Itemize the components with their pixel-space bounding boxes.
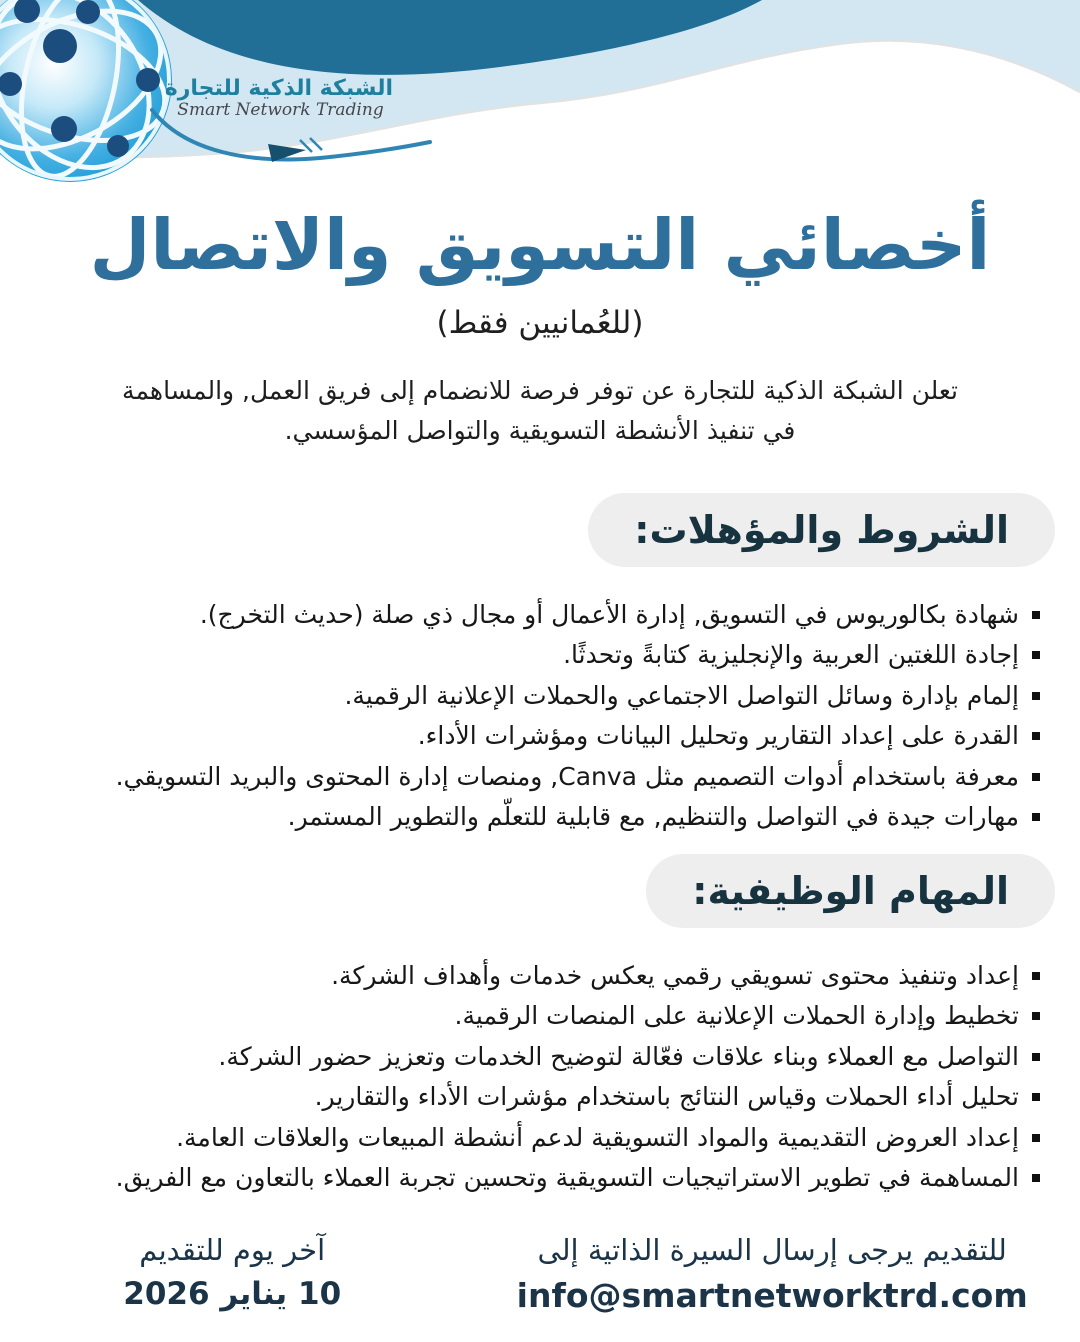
header-wave-art: [0, 0, 1080, 185]
application-email: info@smartnetworktrd.com: [516, 1275, 1028, 1315]
bullet-icon: [1032, 1174, 1040, 1182]
bullet-icon: [1032, 732, 1040, 740]
list-item: [30, 716, 1040, 757]
apply-instruction: للتقديم يرجى إرسال السيرة الذاتية إلى: [537, 1232, 1007, 1267]
list-item: [30, 1037, 1040, 1078]
bullet-icon: [1032, 1134, 1040, 1142]
deadline-date: 10 يناير 2026: [123, 1275, 342, 1312]
bullet-icon: [1032, 773, 1040, 781]
list-item-text: تحليل أداء الحملات وقياس النتائج باستخدام مؤشرات الأداء والتقارير.: [314, 1082, 1019, 1111]
tasks-heading-pill: [646, 854, 1055, 928]
job-intro: تعلن الشبكة الذكية للتجارة عن توفر فرصة للانضمام إلى فريق العمل, والمساهمة في تنفيذ الأنشطة التسويقية والتواصل المؤسسي.: [122, 375, 958, 445]
logo-arabic-name: الشبكة الذكية للتجارة: [164, 76, 393, 101]
tasks-list: [30, 956, 1040, 1199]
list-item-text: القدرة على إعداد التقارير وتحليل البيانات ومؤشرات الأداء.: [417, 721, 1019, 750]
list-item-text: معرفة باستخدام أدوات التصميم مثل Canva, ومنصات إدارة المحتوى والبريد التسويقي.: [115, 761, 1019, 791]
deadline-column: [0, 1229, 464, 1321]
bullet-icon: [1032, 813, 1040, 821]
list-item: [30, 1118, 1040, 1159]
list-item-text: تخطيط وإدارة الحملات الإعلانية على المنصات الرقمية.: [454, 1001, 1019, 1030]
bullet-icon: [1032, 1093, 1040, 1101]
job-subtitle: (للعُمانيين فقط): [436, 304, 644, 341]
list-item-text: شهادة بكالوريوس في التسويق, إدارة الأعمال أو مجال ذي صلة (حديث التخرج).: [199, 599, 1019, 629]
section-requirements: [0, 493, 1080, 838]
requirements-heading-pill: [588, 493, 1055, 567]
apply-footer: [0, 1229, 1080, 1321]
list-item-text: إعداد وتنفيذ محتوى تسويقي رقمي يعكس خدمات وأهداف الشركة.: [331, 960, 1019, 990]
list-item-text: التواصل مع العملاء وبناء علاقات فعّالة لتوضيح الخدمات وتعزيز حضور الشركة.: [218, 1041, 1019, 1071]
requirements-heading: الشروط والمؤهلات:: [634, 507, 1009, 552]
bullet-icon: [1032, 1053, 1040, 1061]
bullet-icon: [1032, 972, 1040, 980]
section-tasks: [0, 854, 1080, 1199]
bullet-icon: [1032, 611, 1040, 619]
job-title: أخصائي التسويق والاتصال: [89, 204, 991, 286]
logo-english-name: Smart Network Trading: [177, 100, 384, 121]
requirements-list: [30, 595, 1040, 838]
list-item: [30, 996, 1040, 1037]
list-item-text: إجادة اللغتين العربية والإنجليزية كتابةً وتحدثًا.: [563, 640, 1019, 669]
bullet-icon: [1032, 651, 1040, 659]
list-item: [30, 797, 1040, 838]
list-item: [30, 676, 1040, 717]
bullet-icon: [1032, 1012, 1040, 1020]
list-item-text: المساهمة في تطوير الاستراتيجيات التسويقية وتحسين تجربة العملاء بالتعاون مع الفريق.: [115, 1163, 1019, 1192]
list-item: [30, 1158, 1040, 1199]
list-item: [30, 1077, 1040, 1118]
logo-text-block: [164, 76, 393, 121]
list-item: [30, 595, 1040, 636]
list-item: [30, 635, 1040, 676]
deadline-label: آخر يوم للتقديم: [139, 1232, 326, 1267]
tasks-heading: المهام الوظيفية:: [692, 868, 1009, 913]
list-item-text: مهارات جيدة في التواصل والتنظيم, مع قابلية للتعلّم والتطوير المستمر.: [287, 802, 1019, 831]
apply-column: [464, 1229, 1080, 1321]
list-item-text: إلمام بإدارة وسائل التواصل الاجتماعي والحملات الإعلانية الرقمية.: [344, 680, 1019, 710]
list-item: [30, 956, 1040, 997]
list-item-text: إعداد العروض التقديمية والمواد التسويقية لدعم أنشطة المبيعات والعلاقات العامة.: [176, 1122, 1019, 1152]
bullet-icon: [1032, 692, 1040, 700]
list-item: [30, 757, 1040, 798]
